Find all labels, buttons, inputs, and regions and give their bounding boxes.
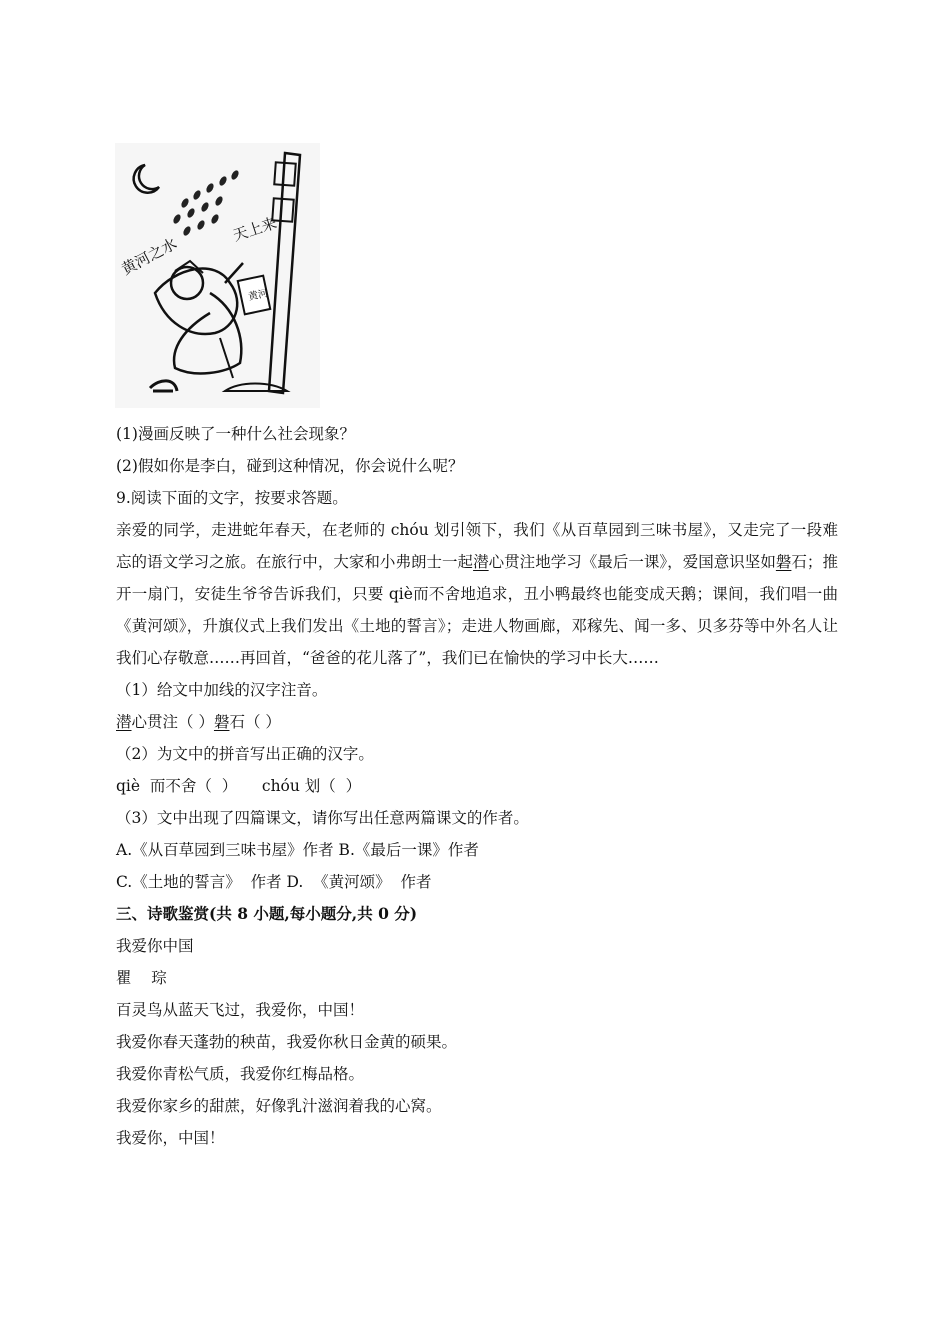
q9-sub3-line2: C.《土地的誓言》 作者 D. 《黄河颂》 作者 — [116, 873, 432, 891]
sign-text: 黄河 — [247, 288, 270, 304]
underlined-char-pan: 磐 — [775, 553, 792, 571]
q8-sub1: (1)漫画反映了一种什么社会现象？ — [116, 425, 355, 443]
poem-line: 我爱你家乡的甜蔗，好像乳汁滋润着我的心窝。 — [116, 1097, 442, 1115]
poem-author: 瞿 琮 — [116, 969, 167, 987]
cartoon-caption-right: 天上来 — [230, 213, 280, 245]
q9-sub2: （2）为文中的拼音写出正确的汉字。 — [116, 745, 374, 763]
cartoon-caption-left: 黄河之水 — [118, 234, 180, 279]
q8-sub2: (2)假如你是李白，碰到这种情况，你会说什么呢？ — [116, 457, 464, 475]
document-body — [116, 418, 838, 1154]
q9-sub1-items: 潜心贯注（ ）磐石（ ） — [116, 713, 281, 731]
poem-line: 百灵鸟从蓝天飞过，我爱你，中国！ — [116, 1001, 365, 1019]
q9-sub3-line1: A.《从百草园到三味书屋》作者 B.《最后一课》作者 — [116, 841, 479, 859]
q9-sub2-items: qiè 而不舍（ ） chóu 划（ ） — [116, 777, 362, 795]
q9-title: 9.阅读下面的文字，按要求答题。 — [116, 489, 348, 507]
underlined-char-qian: 潜 — [473, 553, 489, 571]
poem-line: 我爱你春天蓬勃的秧苗，我爱你秋日金黄的硕果。 — [116, 1033, 458, 1051]
poem-line: 我爱你青松气质，我爱你红梅品格。 — [116, 1065, 365, 1083]
poem-title: 我爱你中国 — [116, 937, 194, 955]
poem-line: 我爱你，中国！ — [116, 1129, 225, 1147]
section3-heading: 三、诗歌鉴赏(共 8 小题,每小题分,共 0 分) — [116, 904, 418, 923]
q9-passage: 亲爱的同学，走进蛇年春天，在老师的 chóu 划引领下，我们《从百草园到三味书屋》，又走完了一段难忘的语文学习之旅。在旅行中，大家和小弗朗士一起潜心贯注地学习《最后一课》，爱国意识坚如磐石；推开一扇门，安徒生爷爷告诉我们，只要 qiè而不舍地追求，丑小鸭最终也能变成天鹅；课间，我们唱一曲《黄河颂》，升旗仪式上我们发出《土地的誓言》；走进人物画廊，邓稼先、闻一多、贝多芬等中外名人让我们心存敬意……再回首，“爸爸的花儿落了”，我们已在愉快的学习中长大…… — [116, 521, 838, 667]
li-bai-cartoon-image — [115, 143, 320, 408]
q9-sub3: （3）文中出现了四篇课文，请你写出任意两篇课文的作者。 — [116, 809, 529, 827]
q9-sub1: （1）给文中加线的汉字注音。 — [116, 681, 328, 699]
